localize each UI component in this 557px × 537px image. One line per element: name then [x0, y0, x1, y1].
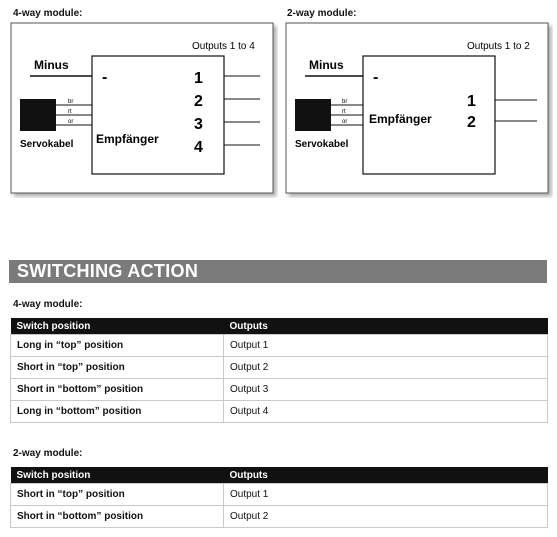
servo-connector	[20, 99, 56, 131]
output-cell: Output 2	[224, 506, 548, 528]
wiring-diagram-4way	[10, 22, 278, 198]
table-row	[11, 401, 548, 423]
switch-position-cell: Long in “bottom” position	[11, 401, 224, 423]
wire-label-or: or	[68, 119, 74, 125]
minus-label: Minus	[309, 58, 344, 72]
output-cell: Output 4	[224, 401, 548, 423]
switch-position-cell: Short in “bottom” position	[11, 506, 224, 528]
table-row	[11, 379, 548, 401]
output-cell: Output 3	[224, 379, 548, 401]
outputs-caption: Outputs 1 to 4	[192, 41, 255, 52]
wire-label-rt: rt	[342, 109, 346, 115]
header-switch-position: Switch position	[11, 467, 224, 484]
table-label-2way: 2-way module:	[13, 448, 83, 459]
receiver-label: Empfänger	[96, 132, 159, 146]
output-cell: Output 1	[224, 484, 548, 506]
wire-label-rt: rt	[68, 109, 72, 115]
switching-table-2way	[10, 467, 548, 528]
output-number-2: 2	[467, 114, 476, 131]
minus-sign: -	[373, 69, 379, 86]
servo-label: Servokabel	[295, 139, 349, 150]
wiring-diagram-2way	[285, 22, 553, 198]
minus-label: Minus	[34, 58, 69, 72]
wire-label-br: br	[342, 99, 348, 105]
output-number-1: 1	[467, 93, 476, 110]
table-header-row	[11, 318, 548, 335]
header-outputs: Outputs	[224, 467, 548, 484]
output-number-2: 2	[194, 93, 203, 110]
output-number-4: 4	[194, 139, 203, 156]
header-outputs: Outputs	[224, 318, 548, 335]
module-label-4way: 4-way module:	[13, 8, 83, 19]
switching-table-4way	[10, 318, 548, 423]
receiver-label: Empfänger	[369, 112, 432, 126]
table-label-4way: 4-way module:	[13, 299, 83, 310]
output-cell: Output 1	[224, 335, 548, 357]
wire-label-or: or	[342, 119, 348, 125]
outputs-caption: Outputs 1 to 2	[467, 41, 530, 52]
output-number-3: 3	[194, 116, 203, 133]
table-row	[11, 357, 548, 379]
table-row	[11, 506, 548, 528]
switch-position-cell: Long in “top” position	[11, 335, 224, 357]
module-label-2way: 2-way module:	[287, 8, 357, 19]
header-switch-position: Switch position	[11, 318, 224, 335]
switch-position-cell: Short in “bottom” position	[11, 379, 224, 401]
table-row	[11, 335, 548, 357]
output-number-1: 1	[194, 70, 203, 87]
wire-label-br: br	[68, 99, 74, 105]
section-title: SWITCHING ACTION	[9, 260, 547, 283]
table-header-row	[11, 467, 548, 484]
switch-position-cell: Short in “top” position	[11, 357, 224, 379]
table-row	[11, 484, 548, 506]
servo-label: Servokabel	[20, 139, 74, 150]
minus-sign: -	[102, 69, 108, 86]
output-cell: Output 2	[224, 357, 548, 379]
switch-position-cell: Short in “top” position	[11, 484, 224, 506]
servo-connector	[295, 99, 331, 131]
receiver-box	[92, 56, 224, 174]
